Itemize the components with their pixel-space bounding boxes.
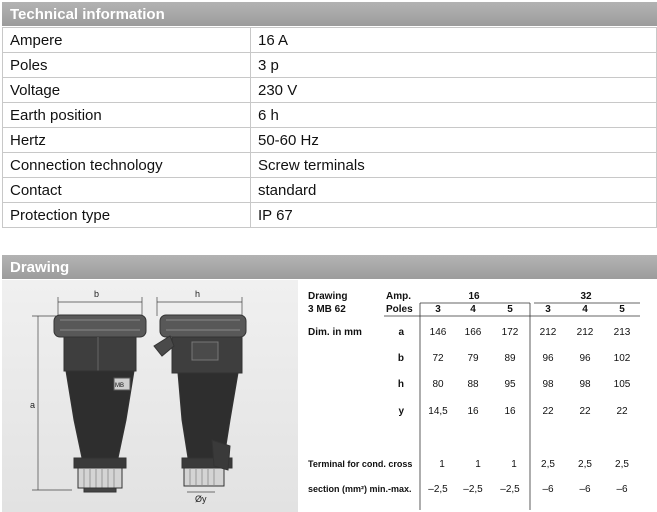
dim-cell: 16	[504, 406, 516, 417]
dim-cell: 98	[542, 379, 554, 390]
spec-label: Earth position	[3, 103, 251, 128]
dim-cell: 22	[579, 406, 591, 417]
table-row	[3, 203, 657, 228]
front-view-mark: MB	[115, 383, 124, 389]
poles-col: 5	[507, 304, 513, 315]
table-row	[3, 103, 657, 128]
terminal-min: 2,5	[578, 459, 592, 470]
dim-cell: 213	[613, 327, 631, 338]
dimension-table	[300, 280, 657, 512]
dim-cell: 22	[542, 406, 554, 417]
terminal-min: 1	[511, 459, 517, 470]
dim-cell: 88	[467, 379, 479, 390]
spec-value: 50-60 Hz	[251, 128, 657, 153]
dim-label-a: a	[30, 400, 36, 410]
poles-col: 4	[470, 304, 476, 315]
terminal-max: –2,5	[463, 484, 483, 495]
poles-col: 3	[545, 304, 551, 315]
spec-value: Screw terminals	[251, 153, 657, 178]
drawing-header: Drawing	[2, 255, 657, 279]
spec-value: IP 67	[251, 203, 657, 228]
terminal-label: Terminal for cond. cross	[308, 459, 413, 469]
dim-cell: 212	[576, 327, 594, 338]
dim-key-y: y	[398, 406, 404, 417]
dim-key-a: a	[398, 327, 404, 338]
amp-32: 32	[580, 291, 592, 302]
spec-value: 230 V	[251, 78, 657, 103]
spec-label: Hertz	[3, 128, 251, 153]
amp-label: Amp.	[386, 291, 411, 302]
dim-cell: 98	[579, 379, 591, 390]
terminal-max: –6	[616, 484, 628, 495]
spec-label: Connection technology	[3, 153, 251, 178]
front-view	[54, 315, 146, 492]
dim-cell: 79	[467, 353, 479, 364]
spec-label: Voltage	[3, 78, 251, 103]
dim-cell: 80	[432, 379, 444, 390]
dim-cell: 89	[504, 353, 516, 364]
dim-cell: 96	[542, 353, 554, 364]
dim-key-h: h	[397, 379, 404, 390]
side-view	[154, 315, 246, 486]
dim-label-y: Øy	[195, 494, 207, 504]
connector-drawing-svg	[2, 280, 298, 512]
spec-label: Contact	[3, 178, 251, 203]
connector-drawing	[2, 280, 298, 512]
terminal-min: 2,5	[541, 459, 555, 470]
technical-info-table	[2, 27, 657, 228]
table-row	[3, 153, 657, 178]
dim-unit-label: Dim. in mm	[308, 327, 362, 338]
technical-information-header: Technical information	[2, 2, 657, 26]
table-row	[3, 53, 657, 78]
drawing-code-label: 3 MB 62	[308, 304, 346, 315]
dim-cell: 22	[616, 406, 628, 417]
spec-label: Poles	[3, 53, 251, 78]
dim-key-b: b	[397, 353, 404, 364]
drawing-head-label: Drawing	[308, 291, 348, 302]
terminal-max: –6	[542, 484, 554, 495]
terminal-max: –6	[579, 484, 591, 495]
terminal-max: –2,5	[500, 484, 520, 495]
spec-value: 16 A	[251, 28, 657, 53]
terminal-min: 1	[439, 459, 445, 470]
spec-label: Ampere	[3, 28, 251, 53]
dim-cell: 14,5	[428, 406, 448, 417]
table-row	[3, 78, 657, 103]
spec-value: 6 h	[251, 103, 657, 128]
dim-cell: 172	[501, 327, 519, 338]
poles-col: 5	[619, 304, 625, 315]
spec-value: 3 p	[251, 53, 657, 78]
spec-label: Protection type	[3, 203, 251, 228]
table-row	[3, 178, 657, 203]
dim-cell: 212	[539, 327, 557, 338]
dim-cell: 95	[504, 379, 516, 390]
poles-col: 3	[435, 304, 441, 315]
dimension-table-svg	[300, 280, 657, 512]
dim-cell: 16	[467, 406, 479, 417]
poles-col: 4	[582, 304, 588, 315]
terminal-label-section: section (mm²) min.-max.	[308, 484, 412, 494]
dim-cell: 96	[579, 353, 591, 364]
dim-cell: 146	[429, 327, 447, 338]
poles-label: Poles	[386, 304, 413, 315]
terminal-max: –2,5	[428, 484, 448, 495]
terminal-min: 1	[475, 459, 481, 470]
table-row	[3, 128, 657, 153]
dim-cell: 105	[613, 379, 631, 390]
dim-label-b: b	[94, 289, 100, 299]
dim-cell: 72	[432, 353, 444, 364]
amp-16: 16	[468, 291, 480, 302]
dim-cell: 102	[613, 353, 631, 364]
dim-cell: 166	[464, 327, 482, 338]
spec-value: standard	[251, 178, 657, 203]
dim-label-h: h	[195, 289, 201, 299]
table-row	[3, 28, 657, 53]
terminal-min: 2,5	[615, 459, 629, 470]
